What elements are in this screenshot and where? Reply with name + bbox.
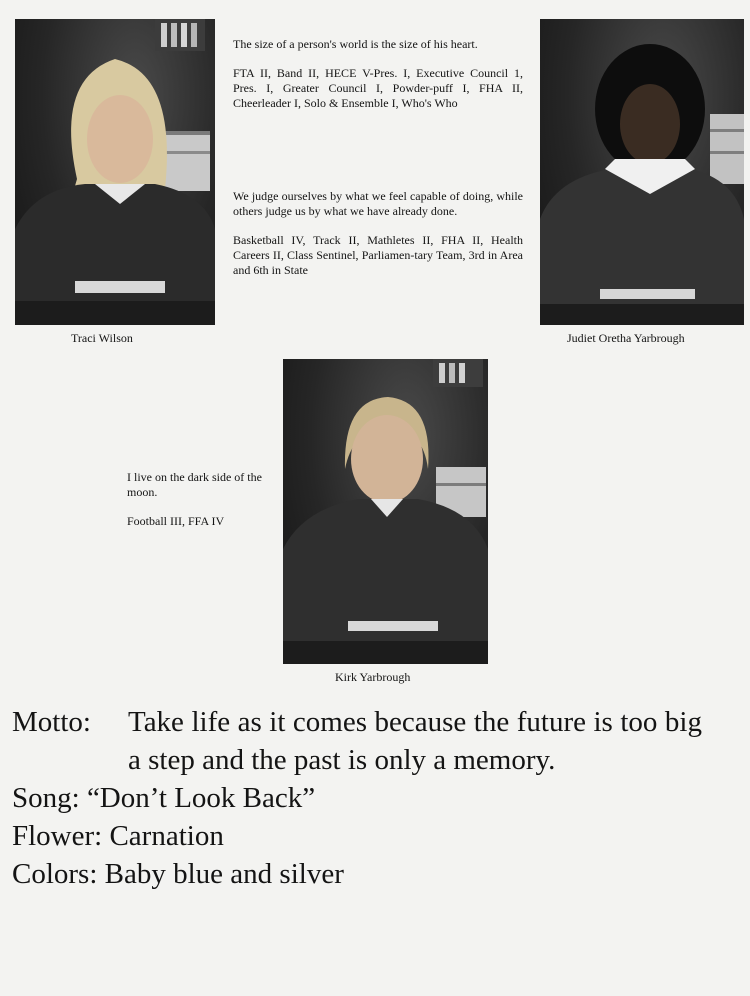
student-quote: I live on the dark side of the moon. — [127, 470, 262, 499]
class-motto — [12, 703, 702, 779]
class-flower — [12, 817, 702, 855]
portrait-photo-kirk-yarbrough — [283, 359, 488, 664]
motto-label: Motto: — [12, 706, 91, 738]
motto-text: Take life as it comes because the future is too big a step and the past is only a memory. — [128, 706, 702, 776]
class-colors — [12, 855, 702, 893]
student-name-caption: Kirk Yarbrough — [335, 670, 411, 684]
student-activities: FTA II, Band II, HECE V-Pres. I, Executive Council 1, Pres. I, Greater Council I, Powder-puff I, FHA II, Cheerleader I, Solo & Ensemble I, Who's Who — [233, 66, 523, 110]
flower-value: Carnation — [109, 820, 224, 852]
bio-text-traci-wilson — [233, 37, 523, 125]
song-value: “Don’t Look Back” — [86, 782, 316, 814]
flower-label: Flower: — [12, 820, 103, 852]
student-quote: The size of a person's world is the size of his heart. — [233, 37, 478, 51]
portrait-photo-judiet-yarbrough — [540, 19, 744, 325]
portrait-photo-traci-wilson — [15, 19, 215, 325]
bio-text-judiet-yarbrough — [233, 189, 523, 292]
colors-value: Baby blue and silver — [104, 858, 344, 890]
colors-label: Colors: — [12, 858, 98, 890]
song-label: Song: — [12, 782, 80, 814]
student-name-caption: Traci Wilson — [71, 331, 133, 345]
bio-text-kirk-yarbrough — [127, 470, 272, 543]
student-activities: Football III, FFA IV — [127, 514, 225, 528]
student-quote: We judge ourselves by what we feel capable of doing, while others judge us by what we have already done. — [233, 189, 523, 218]
class-song — [12, 779, 702, 817]
student-activities: Basketball IV, Track II, Mathletes II, FHA II, Health Careers II, Class Sentinel, Parliamen-tary Team, 3rd in Area and 6th in State — [233, 233, 523, 277]
class-info — [12, 703, 702, 893]
student-name-caption: Judiet Oretha Yarbrough — [567, 331, 685, 345]
